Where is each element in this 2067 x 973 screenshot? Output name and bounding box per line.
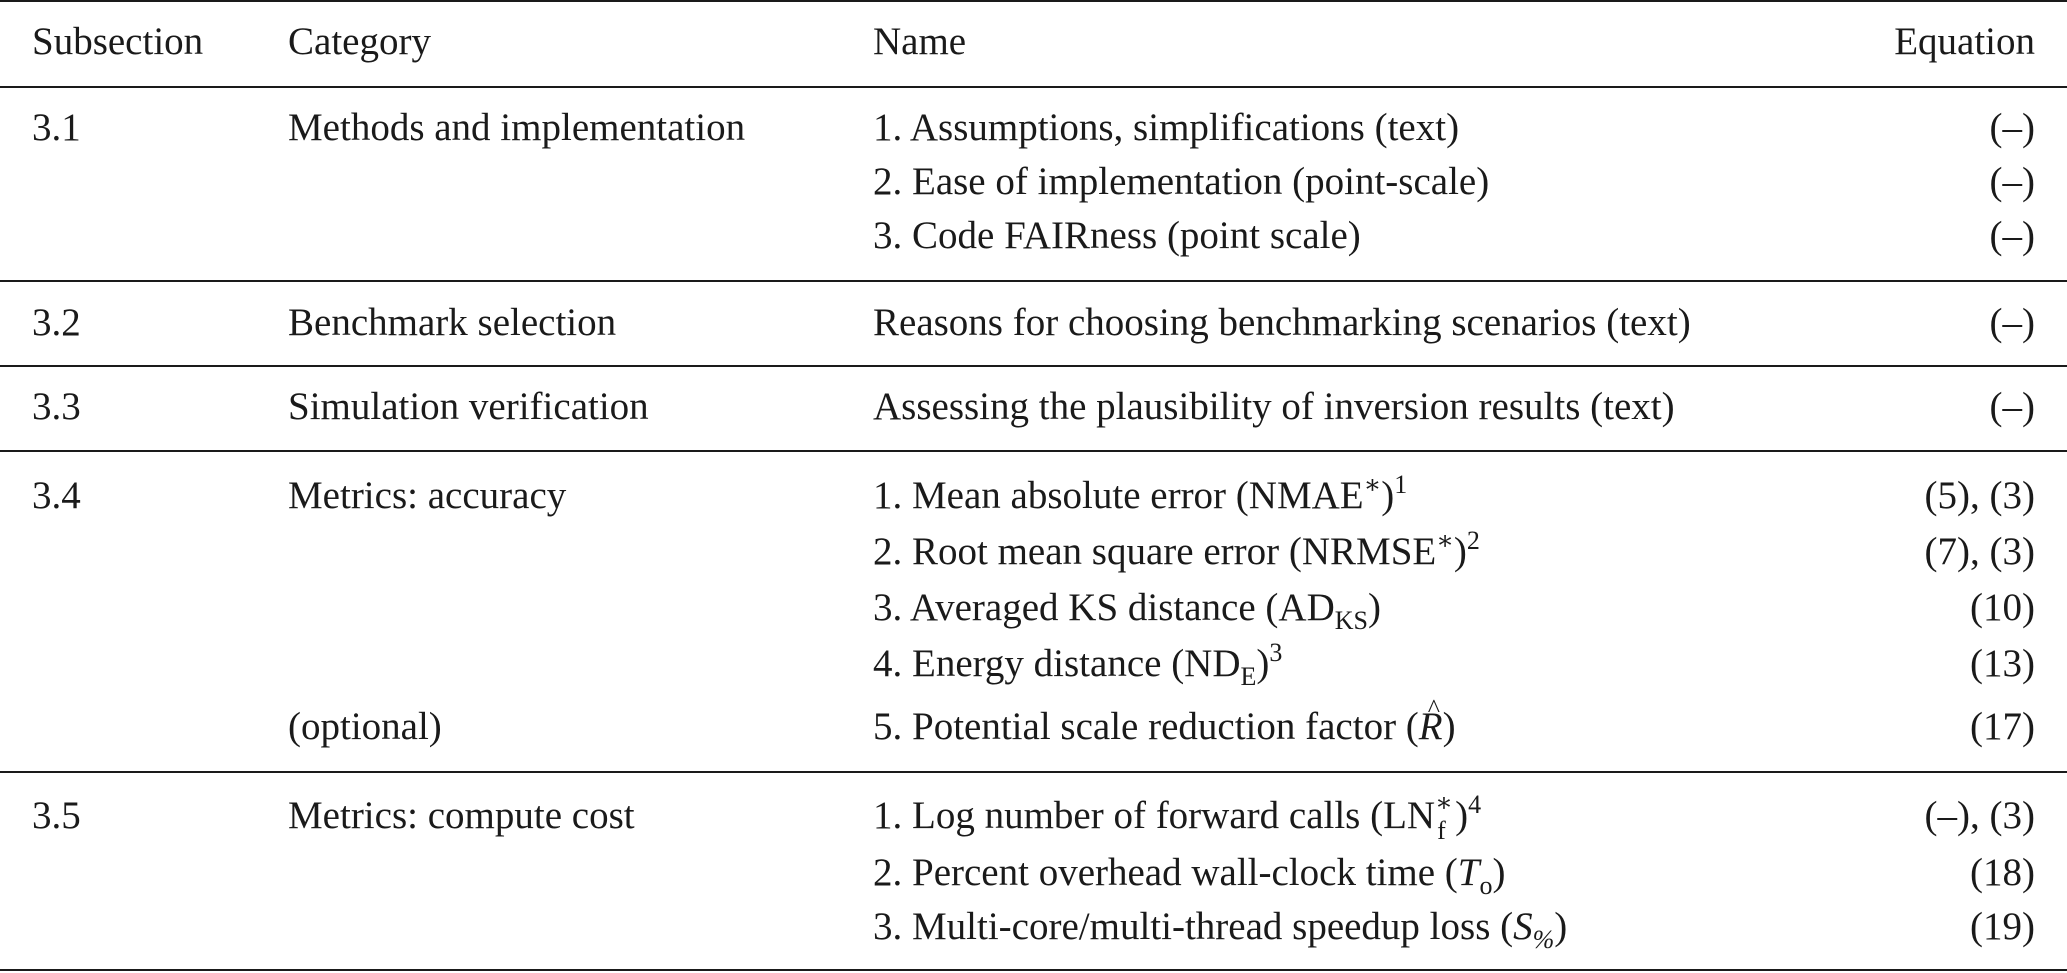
name-cell: 1. Log number of forward calls (LN ∗ f )$^4$ xyxy=(873,788,1482,845)
header-name: Name xyxy=(873,20,967,63)
table-row xyxy=(0,525,2067,579)
equation-cell: (18) xyxy=(1970,851,2035,894)
table-header-row xyxy=(0,15,2067,69)
header-rule xyxy=(0,86,2067,88)
name-cell: 1. Mean absolute error (NMAE∗)$^1$ xyxy=(873,470,1408,517)
equation-cell: (–) xyxy=(1989,106,2035,149)
subsection-cell: 3.3 xyxy=(32,385,81,428)
table-top-rule xyxy=(0,0,2067,2)
header-category: Category xyxy=(288,20,431,63)
name-cell: 5. Potential scale reduction factor (^ R) xyxy=(873,700,1456,754)
r-hat-symbol: ^ R xyxy=(1419,700,1443,754)
group-rule xyxy=(0,771,2067,773)
group-rule xyxy=(0,450,2067,452)
table-row xyxy=(0,380,2067,434)
name-cell: Assessing the plausibility of inversion results (text) xyxy=(873,385,1675,428)
equation-cell: (17) xyxy=(1970,705,2035,748)
equation-cell: (–) xyxy=(1989,160,2035,203)
subsection-cell: 3.5 xyxy=(32,794,81,837)
name-cell: 3. Code FAIRness (point scale) xyxy=(873,214,1361,257)
table-row xyxy=(0,581,2067,635)
name-cell: 2. Percent overhead wall-clock time $(T_o)$ xyxy=(873,851,1506,900)
table-row xyxy=(0,469,2067,523)
optional-label: (optional) xyxy=(288,705,442,748)
group-rule xyxy=(0,365,2067,367)
subsection-cell: 3.2 xyxy=(32,301,81,344)
equation-cell: (10) xyxy=(1970,586,2035,629)
subsection-cell: 3.1 xyxy=(32,106,81,149)
table-row xyxy=(0,296,2067,350)
header-equation: Equation xyxy=(1894,20,2035,63)
name-cell: 1. Assumptions, simplifications (text) xyxy=(873,106,1460,149)
category-cell: Simulation verification xyxy=(288,385,649,428)
equation-cell: (–) xyxy=(1989,301,2035,344)
equation-cell: (–) xyxy=(1989,214,2035,257)
table-row xyxy=(0,846,2067,900)
name-cell: 3. Averaged KS distance $(AD_{KS})$ xyxy=(873,586,1381,635)
category-cell: Metrics: accuracy xyxy=(288,474,567,517)
table-row xyxy=(0,700,2067,754)
equation-cell: (–), (3) xyxy=(1924,794,2035,837)
equation-cell: (19) xyxy=(1970,905,2035,948)
category-cell: Metrics: compute cost xyxy=(288,794,635,837)
category-cell: Benchmark selection xyxy=(288,301,617,344)
category-cell: Methods and implementation xyxy=(288,106,746,149)
table-row xyxy=(0,637,2067,691)
table-row xyxy=(0,209,2067,263)
name-cell: 4. Energy distance $(ND_E)^3$ xyxy=(873,638,1283,691)
table-bottom-rule xyxy=(0,969,2067,971)
name-cell: 2. Ease of implementation (point-scale) xyxy=(873,160,1490,203)
table-row xyxy=(0,789,2067,843)
name-cell: 3. Multi-core/multi-thread speedup loss $(S_{\%})$ xyxy=(873,905,1568,954)
table-row xyxy=(0,101,2067,155)
equation-cell: (7), (3) xyxy=(1924,530,2035,573)
table-row xyxy=(0,155,2067,209)
equation-cell: (13) xyxy=(1970,642,2035,685)
table-row xyxy=(0,900,2067,954)
subsection-cell: 3.4 xyxy=(32,474,81,517)
equation-cell: (5), (3) xyxy=(1924,474,2035,517)
name-cell: 2. Root mean square error (NRMSE∗)$^2$ xyxy=(873,526,1480,573)
header-subsection: Subsection xyxy=(32,20,204,63)
group-rule xyxy=(0,280,2067,282)
equation-cell: (–) xyxy=(1989,385,2035,428)
name-cell: Reasons for choosing benchmarking scenarios (text) xyxy=(873,301,1691,344)
